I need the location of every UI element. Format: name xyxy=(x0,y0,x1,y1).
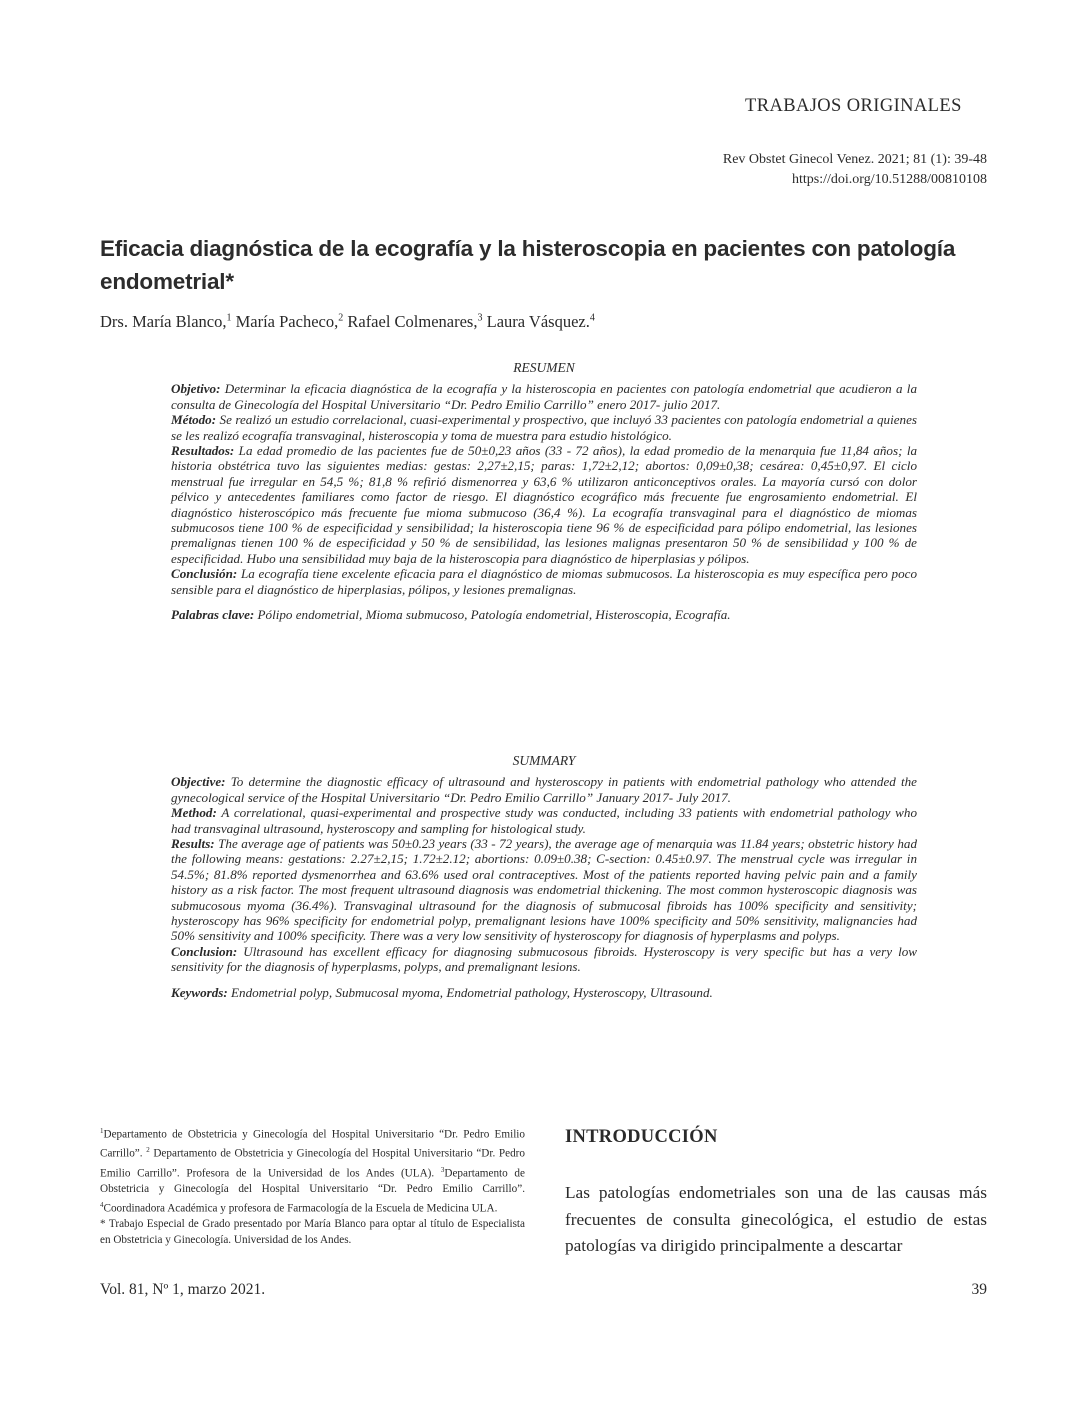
summary-results xyxy=(171,836,917,944)
objective-label: Objective: xyxy=(171,774,226,790)
author-list xyxy=(100,312,595,332)
author-name: María Blanco, xyxy=(132,312,227,331)
resultados-text: La edad promedio de las pacientes fue de 50±0,23 años (33 - 72 años), la edad promedio de la menarquia fue 11,84 años; la historia obstétrica tuvo las siguientes medias: gestas: 2,27±2,15; paras: 1,72±2,12; abortos: 0,09±0,38; cesárea: 0,45±0,97. El ciclo menstrual fue irregular en 54,5 %; 81,8 % refirió dismenorrea y 63,6 % utilizaron anticonceptivos orales. La mayoría cursó con dolor pélvico y antecedentes familiares como factor de riesgo. El diagnóstico ecográfico más frecuente fue engrosamiento endometrial. El diagnóstico histeroscópico más frecuente fue mioma submucoso (36,4 %). La ecografía transvaginal para el diagnóstico de miomas submucosos tiene 100 % de especificidad y sensibilidad; la histeroscopia tiene 96 % de especificidad para pólipo endometrial, las lesiones premalignas tienen 100 % de especificidad y 50 % de sensibilidad, las lesiones malignas presentaron 50 % de sensibilidad y 100 % de especificidad. Hubo una sensibilidad muy baja de la histeroscopia para diagnóstico de hiperplasias y pólipos. xyxy=(171,443,917,566)
affiliations xyxy=(100,1124,525,1217)
resumen-resultados xyxy=(171,443,917,566)
summary-conclusion xyxy=(171,944,917,975)
affiliation-footnotes xyxy=(100,1124,525,1248)
summary-objective xyxy=(171,774,917,805)
keywords-text: Endometrial polyp, Submucosal myoma, Endometrial pathology, Hysteroscopy, Ultrasound. xyxy=(227,984,713,1000)
method-text: A correlational, quasi-experimental and prospective study was conducted, including 33 patients with endometrial pathology who had transvaginal ultrasound, hysteroscopy and sampling for histological study. xyxy=(171,805,917,836)
method-label: Method: xyxy=(171,805,217,821)
author-name: María Pacheco, xyxy=(231,312,339,331)
resumen-keywords xyxy=(171,607,917,622)
results-text: The average age of patients was 50±0.23 years (33 - 72 years), the average age of menarquia was 11.84 years; obstetric history had the following means: gestations: 2.27±2,15; 1.72±2.12; abortions: 0.09±0.38; C-section: 0.45±0.97. The menstrual cycle was irregular in 54.5%; 81.8% reported dysmenorrhea and 63.6% used oral contraceptives. Most of the patients reported having pelvic pain and a family history as a risk factor. The most frequent ultrasound diagnosis was endometrial thickening. The most common hysteroscopic diagnosis was submucosous myoma (36.4%). Transvaginal ultrasound for the diagnosis of submucosal fibroids has 100% specificity and sensitivity; hysteroscopy has 96% specificity for endometrial polyp, premalignant lesions have 100% specificity and 50% sensitivity, malignancies had 50% sensitivity and 100% specificity. There was a very low sensitivity of hysteroscopy for diagnosis of hyperplasms and polyps. xyxy=(171,836,917,944)
conclusion-label: Conclusión: xyxy=(171,566,238,582)
introduction-text: Las patologías endometriales son una de las causas más frecuentes de consulta ginecológica, el estudio de estas patologías va dirigido principalmente a descartar xyxy=(565,1183,987,1255)
conclusion-label-en: Conclusion: xyxy=(171,943,238,959)
summary-method xyxy=(171,805,917,836)
results-label: Results: xyxy=(171,836,215,852)
footnote-mark: 1 xyxy=(100,1127,104,1135)
author-name: Rafael Colmenares, xyxy=(343,312,478,331)
footnote-mark: 3 xyxy=(440,1165,445,1174)
metodo-label: Método: xyxy=(171,412,217,428)
doi-link[interactable]: https://doi.org/10.51288/00810108 xyxy=(792,172,987,187)
affiliation-1: Departamento de Obstetricia y Ginecología del Hospital Universitario “Dr. Pedro Emilio Carrillo”. xyxy=(100,1128,525,1161)
conclusion-text-en: Ultrasound has excellent efficacy for diagnosing submucosous fibroids. Hysteroscopy is very specific but has a very low sensitivity for the diagnosis of hyperplasms, polyps, and premalignant lesions. xyxy=(171,943,917,975)
palabras-clave-label: Palabras clave: xyxy=(171,607,255,623)
author-affiliation-mark: 2 xyxy=(338,312,344,324)
author-affiliation-mark: 1 xyxy=(226,312,232,324)
conclusion-text: La ecografía tiene excelente eficacia para el diagnóstico de miomas submucosos. La histeroscopia es muy específica pero poco sensible para el diagnóstico de hiperplasias, pólipos, y lesiones premalignas. xyxy=(171,566,917,597)
citation-block xyxy=(723,150,987,190)
author-affiliation-mark: 4 xyxy=(589,312,595,324)
journal-citation: Rev Obstet Ginecol Venez. 2021; 81 (1): 39-48 xyxy=(722,152,987,167)
article-title: Eficacia diagnóstica de la ecografía y la histeroscopia en pacientes con patología endometrial* xyxy=(100,236,956,294)
resultados-label: Resultados: xyxy=(171,443,235,459)
affiliation-3: Departamento de Obstetricia y Ginecología del Hospital Universitario “Dr. Pedro Emilio Carrillo”. xyxy=(100,1167,525,1195)
summary-keywords xyxy=(171,985,917,1000)
summary-section xyxy=(171,753,917,1000)
affiliation-2: Departamento de Obstetricia y Ginecología del Hospital Universitario “Dr. Pedro Emilio Carrillo”. Profesora de la Universidad de los Andes (ULA). xyxy=(100,1148,526,1180)
resumen-objetivo xyxy=(171,381,917,412)
summary-heading: SUMMARY xyxy=(512,753,576,768)
metodo-text: Se realizó un estudio correlacional, cuasi-experimental y prospectivo, que incluyó 33 pacientes con patología endometrial a quienes se les realizó ecografía transvaginal, histeroscopia y toma de muestra para estudio histológico. xyxy=(171,412,917,443)
resumen-heading: RESUMEN xyxy=(513,360,575,375)
palabras-clave-text: Pólipo endometrial, Mioma submucoso, Patología endometrial, Histeroscopia, Ecografía. xyxy=(254,607,731,623)
objective-text: To determine the diagnostic efficacy of ultrasound and hysteroscopy in patients with endometrial pathology who attended the gynecological service of the Hospital Universitario “Dr. Pedro Emilio Carrillo” January 2017- July 2017. xyxy=(171,774,917,805)
page-number: 39 xyxy=(971,1281,987,1298)
resumen-metodo xyxy=(171,412,917,443)
footnote-mark: 4 xyxy=(100,1200,104,1209)
author-name: Laura Vásquez. xyxy=(482,312,590,331)
objetivo-label: Objetivo: xyxy=(171,381,221,397)
special-work-note: * Trabajo Especial de Grado presentado por María Blanco para optar al título de Especialista en Obstetricia y Ginecología. Universidad de los Andes. xyxy=(100,1217,525,1246)
keywords-label: Keywords: xyxy=(171,984,228,1000)
author-affiliation-mark: 3 xyxy=(477,312,483,324)
objetivo-text: Determinar la eficacia diagnóstica de la ecografía y la histeroscopia en pacientes con patología endometrial que acudieron a la consulta de Ginecología del Hospital Universitario “Dr. Pedro Emilio Carrillo” enero 2017- julio 2017. xyxy=(171,381,917,412)
introduction-heading: INTRODUCCIÓN xyxy=(565,1127,718,1147)
authors-prefix: Drs. xyxy=(100,312,133,331)
section-label: TRABAJOS ORIGINALES xyxy=(745,96,962,116)
footnote-mark: 2 xyxy=(146,1146,150,1155)
affiliation-4: Coordinadora Académica y profesora de Farmacología de la Escuela de Medicina ULA. xyxy=(103,1202,498,1215)
resumen-section xyxy=(171,360,917,623)
volume-info: Vol. 81, Nº 1, marzo 2021. xyxy=(100,1281,266,1298)
resumen-conclusion xyxy=(171,566,917,597)
